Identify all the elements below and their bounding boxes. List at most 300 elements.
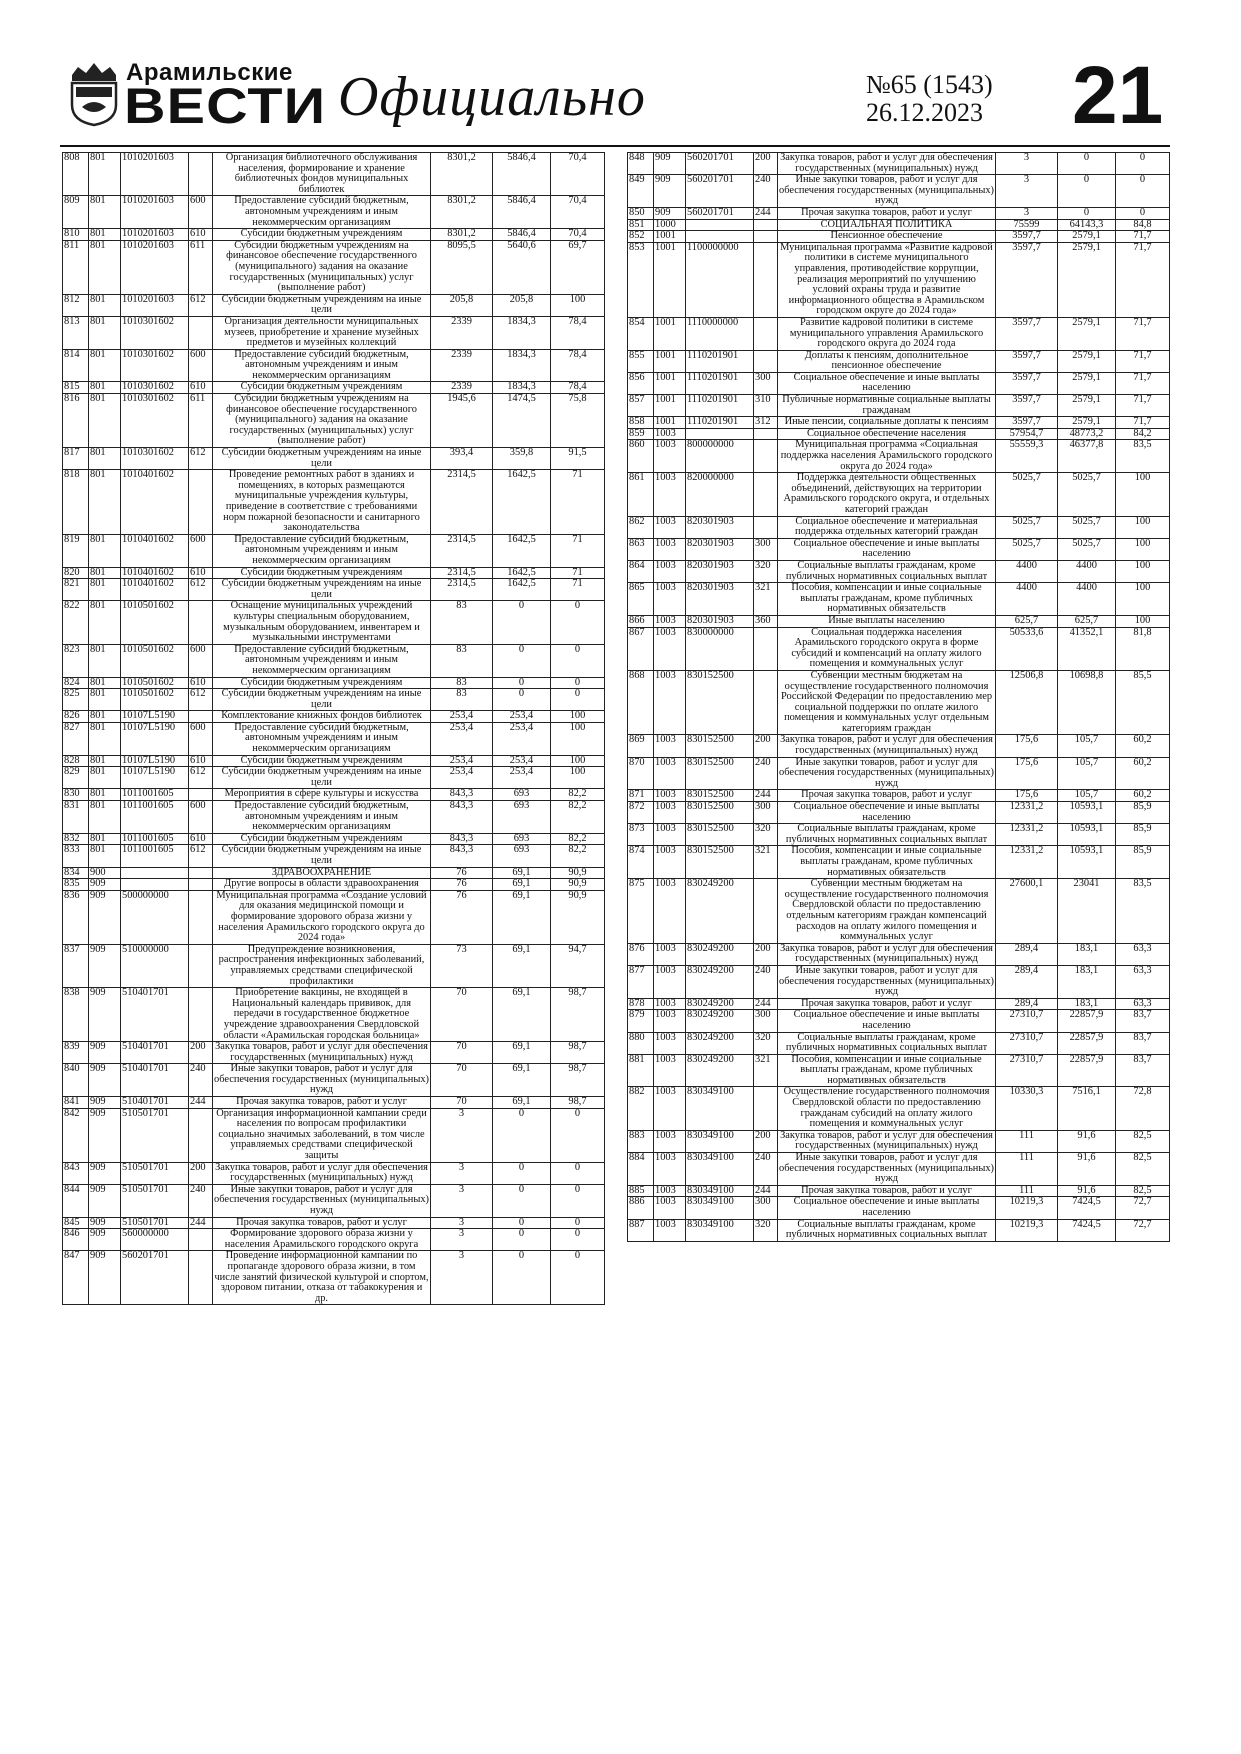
description: Пособия, компенсации и иные социальные выплаты гражданам, кроме публичных нормативных обязательств — [778, 1054, 996, 1087]
percent-executed: 70,4 — [551, 153, 605, 196]
planned-amount: 12506,8 — [996, 670, 1058, 735]
target-code: 830349100 — [686, 1130, 754, 1152]
row-number: 819 — [63, 534, 89, 567]
table-row — [63, 1097, 605, 1109]
planned-amount: 27310,7 — [996, 1032, 1058, 1054]
expense-type — [754, 440, 778, 473]
table-row — [63, 867, 605, 879]
expense-type: 200 — [189, 1162, 213, 1184]
target-code: 510401701 — [121, 988, 189, 1042]
target-code — [686, 428, 754, 440]
percent-executed: 100 — [551, 294, 605, 316]
table-row — [63, 579, 605, 601]
percent-executed: 94,7 — [551, 944, 605, 987]
description: Субсидии бюджетным учреждениям на иные цели — [213, 579, 431, 601]
planned-amount: 70 — [431, 988, 493, 1042]
executed-amount: 91,6 — [1058, 1153, 1116, 1186]
table-row — [628, 802, 1170, 824]
row-number: 875 — [628, 879, 654, 944]
executed-amount: 0 — [493, 1108, 551, 1162]
expense-type — [189, 470, 213, 535]
planned-amount: 3597,7 — [996, 417, 1058, 429]
planned-amount: 253,4 — [431, 711, 493, 723]
row-number: 877 — [628, 965, 654, 998]
row-number: 817 — [63, 448, 89, 470]
executed-amount: 253,4 — [493, 711, 551, 723]
section-code: 1003 — [654, 440, 686, 473]
target-code: 830249200 — [686, 1032, 754, 1054]
percent-executed: 0 — [551, 1108, 605, 1162]
expense-type: 200 — [754, 735, 778, 757]
percent-executed: 100 — [551, 711, 605, 723]
description: Иные выплаты населению — [778, 615, 996, 627]
expense-type: 320 — [754, 560, 778, 582]
description: Субсидии бюджетным учреждениям — [213, 755, 431, 767]
description: Субсидии бюджетным учреждениям на иные цели — [213, 294, 431, 316]
description: СОЦИАЛЬНАЯ ПОЛИТИКА — [778, 219, 996, 231]
executed-amount: 41352,1 — [1058, 627, 1116, 670]
target-code: 10107L5190 — [121, 722, 189, 755]
percent-executed: 72,8 — [1116, 1087, 1170, 1130]
description: ЗДРАВООХРАНЕНИЕ — [213, 867, 431, 879]
planned-amount: 8301,2 — [431, 229, 493, 241]
section-code: 801 — [89, 833, 121, 845]
row-number: 883 — [628, 1130, 654, 1152]
expense-type: 612 — [189, 767, 213, 789]
row-number: 887 — [628, 1219, 654, 1241]
percent-executed: 100 — [1116, 516, 1170, 538]
row-number: 886 — [628, 1197, 654, 1219]
percent-executed: 78,4 — [551, 382, 605, 394]
row-number: 867 — [628, 627, 654, 670]
section-code: 909 — [89, 1184, 121, 1217]
target-code: 510401701 — [121, 1097, 189, 1109]
section-code: 909 — [654, 153, 686, 175]
expense-type: 300 — [754, 802, 778, 824]
target-code: 830249200 — [686, 943, 754, 965]
table-row — [628, 440, 1170, 473]
row-number: 809 — [63, 196, 89, 229]
section-code: 801 — [89, 755, 121, 767]
expense-type — [189, 601, 213, 644]
table-row — [63, 153, 605, 196]
executed-amount: 693 — [493, 801, 551, 834]
expense-type — [189, 867, 213, 879]
description: Муниципальная программа «Создание условий для оказания медицинской помощи и формирование здорового образа жизни у населения Арамильского городского округа до 2024 года» — [213, 890, 431, 944]
description: Социальная поддержка населения Арамильского городского округа в форме субсидий и компенсаций на оплату жилого помещения и коммунальных услуг — [778, 627, 996, 670]
description: Пособия, компенсации и иные социальные выплаты гражданам, кроме публичных нормативных обязательств — [778, 846, 996, 879]
planned-amount: 2339 — [431, 382, 493, 394]
section-code: 909 — [89, 988, 121, 1042]
table-row — [63, 845, 605, 867]
table-row — [628, 372, 1170, 394]
row-number: 828 — [63, 755, 89, 767]
percent-executed: 71,7 — [1116, 417, 1170, 429]
executed-amount: 5640,6 — [493, 240, 551, 294]
row-number: 821 — [63, 579, 89, 601]
row-number: 862 — [628, 516, 654, 538]
planned-amount: 27310,7 — [996, 1010, 1058, 1032]
row-number: 878 — [628, 998, 654, 1010]
section-code: 1001 — [654, 372, 686, 394]
target-code: 1010201603 — [121, 196, 189, 229]
target-code: 1010301602 — [121, 394, 189, 448]
executed-amount: 5846,4 — [493, 229, 551, 241]
percent-executed: 71,7 — [1116, 231, 1170, 243]
percent-executed: 82,5 — [1116, 1130, 1170, 1152]
table-row — [628, 428, 1170, 440]
row-number: 837 — [63, 944, 89, 987]
percent-executed: 100 — [551, 755, 605, 767]
section-code: 801 — [89, 644, 121, 677]
target-code: 830152500 — [686, 802, 754, 824]
percent-executed: 0 — [551, 1251, 605, 1305]
executed-amount: 0 — [493, 677, 551, 689]
planned-amount: 253,4 — [431, 755, 493, 767]
executed-amount: 0 — [493, 1184, 551, 1217]
issue-info — [866, 71, 993, 127]
expense-type: 240 — [754, 965, 778, 998]
executed-amount: 1834,3 — [493, 316, 551, 349]
table-row — [628, 242, 1170, 317]
description: Иные закупки товаров, работ и услуг для обеспечения государственных (муниципальных) нужд — [779, 756, 995, 789]
description: Муниципальная программа «Социальная поддержка населения Арамильского городского округа до 2024 года» — [778, 440, 996, 473]
logo-title-top: Арамильские — [126, 59, 293, 86]
executed-amount: 22857,9 — [1058, 1010, 1116, 1032]
description: Организация информационной кампании среди населения по вопросам профилактики социально значимых заболеваний, в том числе управляемых средствами специфической защиты — [213, 1108, 431, 1162]
expense-type: 611 — [189, 394, 213, 448]
target-code: 500000000 — [121, 890, 189, 944]
description: Прочая закупка товаров, работ и услуг — [778, 207, 996, 219]
percent-executed: 0 — [1116, 175, 1170, 208]
planned-amount: 843,3 — [431, 801, 493, 834]
section-code: 1003 — [654, 560, 686, 582]
percent-executed: 0 — [551, 689, 605, 711]
planned-amount: 289,4 — [996, 998, 1058, 1010]
row-number: 859 — [628, 428, 654, 440]
expense-type — [754, 231, 778, 243]
row-number: 822 — [63, 601, 89, 644]
section-code: 1003 — [654, 846, 686, 879]
description: Иные закупки товаров, работ и услуг для обеспечения государственных (муниципальных) нужд — [779, 964, 995, 998]
target-code: 830152500 — [686, 846, 754, 879]
description: Проведение информационной кампании по пропаганде здорового образа жизни, в том числе занятий физической культурой и спортом, здоровом питании, отказа от табакокурения и др. — [214, 1250, 429, 1304]
target-code: 830249200 — [686, 1010, 754, 1032]
planned-amount: 111 — [996, 1130, 1058, 1152]
issue-date: 26.12.2023 — [866, 98, 983, 127]
percent-executed: 84,8 — [1116, 219, 1170, 231]
section-code: 1001 — [654, 317, 686, 350]
planned-amount: 12331,2 — [996, 802, 1058, 824]
planned-amount: 76 — [431, 867, 493, 879]
row-number: 826 — [63, 711, 89, 723]
target-code: 1011001605 — [121, 801, 189, 834]
planned-amount: 10219,3 — [996, 1219, 1058, 1241]
expense-type — [189, 879, 213, 891]
percent-executed: 71 — [551, 579, 605, 601]
expense-type: 300 — [754, 1197, 778, 1219]
executed-amount: 10593,1 — [1058, 802, 1116, 824]
section-title: Официально — [338, 66, 646, 128]
masthead — [60, 50, 1170, 150]
table-row — [63, 1184, 605, 1217]
expense-type: 600 — [189, 644, 213, 677]
planned-amount: 2314,5 — [431, 579, 493, 601]
percent-executed: 98,7 — [551, 1097, 605, 1109]
section-code: 1003 — [654, 965, 686, 998]
section-code: 1003 — [654, 538, 686, 560]
section-code: 801 — [89, 689, 121, 711]
percent-executed: 0 — [551, 1184, 605, 1217]
expense-type: 600 — [189, 349, 213, 382]
description: Проведение ремонтных работ в зданиях и помещениях, в которых размещаются муниципальные учреждения культуры, приведение в соответствие с требованиями норм пожарной безопасности и санитарного законодательства — [213, 470, 431, 535]
row-number: 863 — [628, 538, 654, 560]
percent-executed: 85,5 — [1116, 670, 1170, 735]
description: Комплектование книжных фондов библиотек — [213, 711, 431, 723]
executed-amount: 253,4 — [493, 755, 551, 767]
table-row — [628, 516, 1170, 538]
description: Иные пенсии, социальные доплаты к пенсиям — [778, 417, 996, 429]
section-code: 1001 — [654, 350, 686, 372]
target-code: 1010401602 — [121, 470, 189, 535]
executed-amount: 64143,3 — [1058, 219, 1116, 231]
planned-amount: 2339 — [431, 316, 493, 349]
description: Социальное обеспечение и иные выплаты населению — [778, 372, 996, 394]
percent-executed: 85,9 — [1116, 824, 1170, 846]
row-number: 836 — [63, 890, 89, 944]
planned-amount: 3 — [431, 1217, 493, 1229]
planned-amount: 5025,7 — [996, 538, 1058, 560]
executed-amount: 0 — [493, 1229, 551, 1251]
target-code: 510501701 — [121, 1108, 189, 1162]
table-row — [63, 722, 605, 755]
table-row — [63, 789, 605, 801]
target-code: 820000000 — [686, 473, 754, 516]
target-code: 1010401602 — [121, 579, 189, 601]
row-number: 864 — [628, 560, 654, 582]
table-row — [628, 1197, 1170, 1219]
executed-amount: 0 — [493, 1217, 551, 1229]
executed-amount: 693 — [493, 789, 551, 801]
planned-amount: 3 — [996, 175, 1058, 208]
target-code: 830249200 — [686, 879, 754, 944]
expense-type: 200 — [754, 943, 778, 965]
executed-amount: 253,4 — [493, 767, 551, 789]
section-code: 801 — [89, 767, 121, 789]
row-number: 839 — [63, 1042, 89, 1064]
expense-type: 600 — [189, 801, 213, 834]
description: Пособия, компенсации и иные социальные выплаты гражданам, кроме публичных нормативных обязательств — [778, 583, 996, 616]
expense-type: 244 — [189, 1097, 213, 1109]
table-row — [63, 1217, 605, 1229]
section-code: 801 — [89, 349, 121, 382]
target-code: 1010201603 — [121, 294, 189, 316]
table-row — [628, 1087, 1170, 1130]
target-code: 1110201901 — [686, 395, 754, 417]
table-row — [63, 1108, 605, 1162]
section-code: 1003 — [654, 1087, 686, 1130]
percent-executed: 60,2 — [1116, 790, 1170, 802]
executed-amount: 4400 — [1058, 583, 1116, 616]
expense-type — [754, 473, 778, 516]
section-code: 900 — [89, 867, 121, 879]
executed-amount: 7516,1 — [1058, 1087, 1116, 1130]
row-number: 870 — [628, 757, 654, 790]
expense-type — [189, 988, 213, 1042]
planned-amount: 175,6 — [996, 735, 1058, 757]
row-number: 830 — [63, 789, 89, 801]
planned-amount: 3597,7 — [996, 231, 1058, 243]
expense-type — [754, 350, 778, 372]
expense-type: 300 — [754, 538, 778, 560]
table-row — [63, 534, 605, 567]
row-number: 848 — [628, 153, 654, 175]
target-code: 830349100 — [686, 1153, 754, 1186]
percent-executed: 98,7 — [551, 988, 605, 1042]
planned-amount: 50533,6 — [996, 627, 1058, 670]
section-code: 1003 — [654, 670, 686, 735]
target-code: 1010501602 — [121, 644, 189, 677]
target-code: 1010301602 — [121, 448, 189, 470]
row-number: 869 — [628, 735, 654, 757]
percent-executed: 63,3 — [1116, 943, 1170, 965]
description: Прочая закупка товаров, работ и услуг — [213, 1097, 431, 1109]
executed-amount: 69,1 — [493, 867, 551, 879]
executed-amount: 253,4 — [493, 722, 551, 755]
description: Прочая закупка товаров, работ и услуг — [213, 1217, 431, 1229]
target-code: 510401701 — [121, 1042, 189, 1064]
section-code: 909 — [89, 1097, 121, 1109]
expense-type: 312 — [754, 417, 778, 429]
planned-amount: 3 — [431, 1184, 493, 1217]
executed-amount: 2579,1 — [1058, 242, 1116, 317]
expense-type — [189, 316, 213, 349]
planned-amount: 75599 — [996, 219, 1058, 231]
planned-amount: 3597,7 — [996, 372, 1058, 394]
expense-type: 610 — [189, 567, 213, 579]
section-code: 801 — [89, 677, 121, 689]
expense-type: 600 — [189, 722, 213, 755]
section-code: 801 — [89, 448, 121, 470]
description: Прочая закупка товаров, работ и услуг — [778, 998, 996, 1010]
executed-amount: 1834,3 — [493, 382, 551, 394]
section-code: 1003 — [654, 824, 686, 846]
expense-type: 610 — [189, 677, 213, 689]
section-code: 909 — [89, 1251, 121, 1305]
percent-executed: 83,7 — [1116, 1054, 1170, 1087]
row-number: 829 — [63, 767, 89, 789]
expense-type: 612 — [189, 845, 213, 867]
row-number: 852 — [628, 231, 654, 243]
target-code: 1010501602 — [121, 601, 189, 644]
description: Социальное обеспечение и иные выплаты населению — [778, 1197, 996, 1219]
target-code: 800000000 — [686, 440, 754, 473]
planned-amount: 3 — [996, 153, 1058, 175]
row-number: 833 — [63, 845, 89, 867]
target-code: 1110201901 — [686, 350, 754, 372]
description: Социальное обеспечение населения — [778, 428, 996, 440]
target-code: 1010501602 — [121, 689, 189, 711]
section-code: 909 — [89, 1108, 121, 1162]
planned-amount: 76 — [431, 890, 493, 944]
table-row — [63, 1064, 605, 1097]
planned-amount: 843,3 — [431, 789, 493, 801]
description: Прочая закупка товаров, работ и услуг — [778, 1185, 996, 1197]
target-code: 1110201901 — [686, 417, 754, 429]
section-code: 909 — [89, 944, 121, 987]
row-number: 815 — [63, 382, 89, 394]
planned-amount: 1945,6 — [431, 394, 493, 448]
row-number: 876 — [628, 943, 654, 965]
description: Социальные выплаты гражданам, кроме публичных нормативных социальных выплат — [778, 1219, 996, 1241]
planned-amount: 3597,7 — [996, 242, 1058, 317]
planned-amount: 10330,3 — [996, 1087, 1058, 1130]
description: Социальное обеспечение и иные выплаты населению — [778, 538, 996, 560]
target-code: 820301903 — [686, 560, 754, 582]
planned-amount: 73 — [431, 944, 493, 987]
percent-executed: 0 — [1116, 207, 1170, 219]
table-row — [63, 448, 605, 470]
target-code: 10107L5190 — [121, 767, 189, 789]
planned-amount: 253,4 — [431, 767, 493, 789]
description: Публичные нормативные социальные выплаты гражданам — [778, 395, 996, 417]
executed-amount: 10593,1 — [1058, 824, 1116, 846]
executed-amount: 183,1 — [1058, 943, 1116, 965]
table-row — [628, 965, 1170, 998]
percent-executed: 71,7 — [1116, 372, 1170, 394]
description: Мероприятия в сфере культуры и искусства — [213, 789, 431, 801]
table-row — [628, 1185, 1170, 1197]
planned-amount: 83 — [431, 601, 493, 644]
expense-type: 240 — [754, 1153, 778, 1186]
table-row — [63, 1162, 605, 1184]
row-number: 885 — [628, 1185, 654, 1197]
table-row — [628, 219, 1170, 231]
section-code: 801 — [89, 579, 121, 601]
right-column — [627, 152, 1169, 1242]
planned-amount: 4400 — [996, 560, 1058, 582]
percent-executed: 71 — [551, 534, 605, 567]
row-number: 858 — [628, 417, 654, 429]
row-number: 843 — [63, 1162, 89, 1184]
executed-amount: 693 — [493, 833, 551, 845]
section-code: 909 — [654, 175, 686, 208]
section-code: 1003 — [654, 735, 686, 757]
target-code: 1010301602 — [121, 382, 189, 394]
section-code: 801 — [89, 567, 121, 579]
expense-type — [754, 219, 778, 231]
percent-executed: 70,4 — [551, 196, 605, 229]
target-code: 560201701 — [686, 175, 754, 208]
percent-executed: 82,2 — [551, 789, 605, 801]
percent-executed: 0 — [551, 1229, 605, 1251]
description: Субсидии бюджетным учреждениям — [213, 567, 431, 579]
executed-amount: 69,1 — [493, 1064, 551, 1097]
section-code: 801 — [89, 382, 121, 394]
section-code: 801 — [89, 845, 121, 867]
percent-executed: 100 — [551, 722, 605, 755]
percent-executed: 98,7 — [551, 1064, 605, 1097]
expense-type — [189, 153, 213, 196]
description: Субсидии бюджетным учреждениям — [213, 229, 431, 241]
row-number: 808 — [63, 153, 89, 196]
planned-amount: 111 — [996, 1185, 1058, 1197]
percent-executed: 71,7 — [1116, 350, 1170, 372]
description: Развитие кадровой политики в системе муниципального управления Арамильского городского округа до 2024 года — [778, 317, 996, 350]
section-code: 1003 — [654, 473, 686, 516]
percent-executed: 100 — [1116, 615, 1170, 627]
target-code: 820301903 — [686, 516, 754, 538]
